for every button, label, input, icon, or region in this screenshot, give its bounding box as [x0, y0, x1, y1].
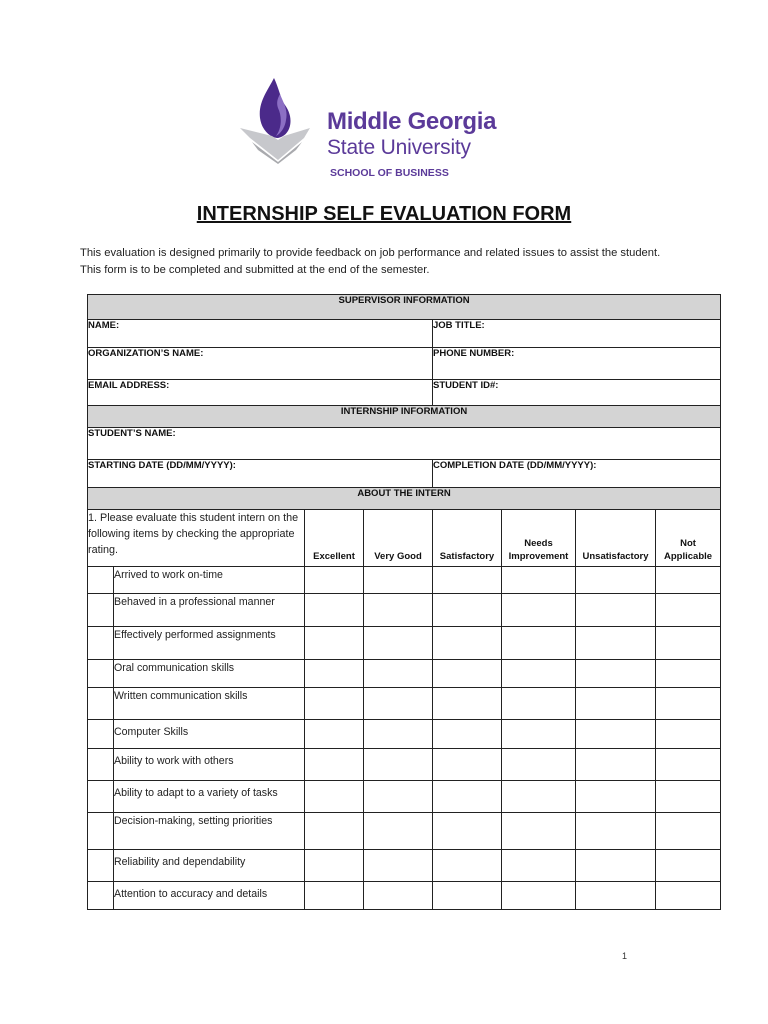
- evaluation-item-label: Effectively performed assignments: [114, 627, 305, 660]
- rating-checkbox-cell[interactable]: [305, 749, 364, 781]
- completion-date-label: COMPLETION DATE (DD/MM/YYYY):: [433, 460, 597, 471]
- rating-checkbox-cell[interactable]: [502, 627, 576, 660]
- rating-checkbox-cell[interactable]: [576, 594, 656, 627]
- intro-line-1: This evaluation is designed primarily to provide feedback on job performance and related issues to assist the student.: [80, 247, 661, 259]
- rating-checkbox-cell[interactable]: [576, 781, 656, 813]
- email-address-field[interactable]: [88, 380, 433, 406]
- rating-checkbox-cell[interactable]: [305, 720, 364, 749]
- evaluation-item-row: [88, 813, 721, 850]
- evaluation-item-label: Behaved in a professional manner: [114, 594, 305, 627]
- rating-checkbox-cell[interactable]: [364, 627, 433, 660]
- evaluation-item-row: [88, 594, 721, 627]
- rating-checkbox-cell[interactable]: [656, 627, 721, 660]
- rating-checkbox-cell[interactable]: [502, 567, 576, 594]
- rating-checkbox-cell[interactable]: [364, 660, 433, 688]
- row-marker-cell: [88, 688, 114, 720]
- rating-checkbox-cell[interactable]: [305, 567, 364, 594]
- row-marker-cell: [88, 813, 114, 850]
- rating-checkbox-cell[interactable]: [433, 749, 502, 781]
- rating-checkbox-cell[interactable]: [576, 660, 656, 688]
- form-title: INTERNSHIP SELF EVALUATION FORM: [196, 203, 572, 225]
- evaluation-item-row: [88, 660, 721, 688]
- rating-checkbox-cell[interactable]: [433, 594, 502, 627]
- university-name-line1: Middle Georgia: [327, 108, 497, 135]
- evaluation-item-label: Decision-making, setting priorities: [114, 813, 305, 850]
- evaluation-item-row: [88, 567, 721, 594]
- rating-checkbox-cell[interactable]: [305, 594, 364, 627]
- evaluation-item-label: Arrived to work on-time: [114, 567, 305, 594]
- intro-line-2: This form is to be completed and submitted at the end of the semester.: [80, 264, 430, 276]
- row-marker-cell: [88, 720, 114, 749]
- rating-column-header: Very Good: [364, 510, 433, 567]
- starting-date-label: STARTING DATE (DD/MM/YYYY):: [88, 460, 236, 471]
- rating-checkbox-cell[interactable]: [433, 627, 502, 660]
- rating-checkbox-cell[interactable]: [502, 688, 576, 720]
- rating-checkbox-cell[interactable]: [364, 688, 433, 720]
- rating-checkbox-cell[interactable]: [656, 850, 721, 882]
- evaluation-form-table: [87, 294, 721, 910]
- rating-checkbox-cell[interactable]: [305, 688, 364, 720]
- rating-checkbox-cell[interactable]: [433, 720, 502, 749]
- internship-section-title: INTERNSHIP INFORMATION: [88, 406, 721, 428]
- row-marker-cell: [88, 882, 114, 910]
- row-marker-cell: [88, 594, 114, 627]
- rating-checkbox-cell[interactable]: [576, 882, 656, 910]
- rating-checkbox-cell[interactable]: [433, 781, 502, 813]
- torch-icon: [238, 76, 318, 166]
- rating-column-header: Satisfactory: [433, 510, 502, 567]
- rating-checkbox-cell[interactable]: [502, 594, 576, 627]
- school-name: SCHOOL OF BUSINESS: [330, 167, 449, 179]
- rating-checkbox-cell[interactable]: [576, 720, 656, 749]
- rating-checkbox-cell[interactable]: [656, 567, 721, 594]
- organization-name-label: ORGANIZATION’S NAME:: [88, 348, 204, 359]
- rating-checkbox-cell[interactable]: [656, 781, 721, 813]
- row-marker-cell: [88, 567, 114, 594]
- row-marker-cell: [88, 781, 114, 813]
- rating-checkbox-cell[interactable]: [433, 567, 502, 594]
- rating-checkbox-cell[interactable]: [364, 567, 433, 594]
- rating-checkbox-cell[interactable]: [305, 850, 364, 882]
- form-intro: [80, 245, 720, 279]
- rating-checkbox-cell[interactable]: [502, 660, 576, 688]
- university-name-line2: State University: [327, 136, 471, 159]
- supervisor-section-header: [88, 295, 721, 320]
- rating-header-row: [88, 510, 721, 567]
- rating-checkbox-cell[interactable]: [433, 850, 502, 882]
- row-marker-cell: [88, 627, 114, 660]
- evaluation-item-row: [88, 850, 721, 882]
- rating-checkbox-cell[interactable]: [502, 720, 576, 749]
- starting-date-field[interactable]: [88, 460, 433, 488]
- job-title-field[interactable]: [433, 320, 721, 348]
- rating-checkbox-cell[interactable]: [305, 781, 364, 813]
- rating-checkbox-cell[interactable]: [364, 882, 433, 910]
- rating-checkbox-cell[interactable]: [502, 882, 576, 910]
- about-intern-section-header: [88, 488, 721, 510]
- rating-checkbox-cell[interactable]: [364, 594, 433, 627]
- evaluation-item-label: Attention to accuracy and details: [114, 882, 305, 910]
- completion-date-field[interactable]: [433, 460, 721, 488]
- supervisor-section-title: SUPERVISOR INFORMATION: [88, 295, 721, 320]
- rating-checkbox-cell[interactable]: [364, 781, 433, 813]
- evaluation-item-row: [88, 749, 721, 781]
- student-id-label: STUDENT ID#:: [433, 380, 499, 391]
- rating-checkbox-cell[interactable]: [364, 813, 433, 850]
- rating-checkbox-cell[interactable]: [656, 688, 721, 720]
- row-marker-cell: [88, 660, 114, 688]
- supervisor-name-label: NAME:: [88, 320, 120, 331]
- rating-checkbox-cell[interactable]: [433, 688, 502, 720]
- rating-column-header: Not Applicable: [656, 510, 721, 567]
- internship-section-header: [88, 406, 721, 428]
- rating-checkbox-cell[interactable]: [502, 749, 576, 781]
- rating-checkbox-cell[interactable]: [305, 882, 364, 910]
- rating-checkbox-cell[interactable]: [576, 813, 656, 850]
- evaluation-item-label: Computer Skills: [114, 720, 305, 749]
- rating-checkbox-cell[interactable]: [502, 781, 576, 813]
- rating-column-header: Needs Improvement: [502, 510, 576, 567]
- rating-checkbox-cell[interactable]: [502, 813, 576, 850]
- rating-checkbox-cell[interactable]: [656, 660, 721, 688]
- email-address-label: EMAIL ADDRESS:: [88, 380, 170, 391]
- rating-checkbox-cell[interactable]: [305, 627, 364, 660]
- phone-number-label: PHONE NUMBER:: [433, 348, 515, 359]
- student-name-label: STUDENT’S NAME:: [88, 428, 176, 439]
- evaluation-item-label: Reliability and dependability: [114, 850, 305, 882]
- student-id-field[interactable]: [433, 380, 721, 406]
- rating-checkbox-cell[interactable]: [433, 660, 502, 688]
- rating-checkbox-cell[interactable]: [364, 720, 433, 749]
- evaluation-item-row: [88, 688, 721, 720]
- rating-checkbox-cell[interactable]: [656, 594, 721, 627]
- university-logo: [238, 76, 528, 186]
- phone-number-field[interactable]: [433, 348, 721, 380]
- evaluation-item-label: Ability to work with others: [114, 749, 305, 781]
- rating-checkbox-cell[interactable]: [576, 850, 656, 882]
- supervisor-name-field[interactable]: [88, 320, 433, 348]
- evaluation-item-row: [88, 882, 721, 910]
- evaluation-item-label: Oral communication skills: [114, 660, 305, 688]
- evaluation-question: 1. Please evaluate this student intern on the following items by checking the appropriate rating.: [88, 510, 305, 567]
- about-intern-section-title: ABOUT THE INTERN: [88, 488, 721, 510]
- rating-checkbox-cell[interactable]: [656, 720, 721, 749]
- rating-checkbox-cell[interactable]: [656, 749, 721, 781]
- evaluation-item-label: Ability to adapt to a variety of tasks: [114, 781, 305, 813]
- organization-name-field[interactable]: [88, 348, 433, 380]
- job-title-label: JOB TITLE:: [433, 320, 485, 331]
- rating-checkbox-cell[interactable]: [364, 749, 433, 781]
- rating-column-header: Unsatisfactory: [576, 510, 656, 567]
- rating-checkbox-cell[interactable]: [576, 749, 656, 781]
- rating-checkbox-cell[interactable]: [433, 813, 502, 850]
- rating-column-header: Excellent: [305, 510, 364, 567]
- evaluation-item-label: Written communication skills: [114, 688, 305, 720]
- student-name-field[interactable]: [88, 428, 721, 460]
- evaluation-item-row: [88, 720, 721, 749]
- row-marker-cell: [88, 749, 114, 781]
- rating-checkbox-cell[interactable]: [656, 882, 721, 910]
- rating-checkbox-cell[interactable]: [576, 627, 656, 660]
- rating-checkbox-cell[interactable]: [433, 882, 502, 910]
- rating-checkbox-cell[interactable]: [576, 567, 656, 594]
- row-marker-cell: [88, 850, 114, 882]
- rating-checkbox-cell[interactable]: [656, 813, 721, 850]
- evaluation-item-row: [88, 627, 721, 660]
- rating-checkbox-cell[interactable]: [502, 850, 576, 882]
- rating-checkbox-cell[interactable]: [576, 688, 656, 720]
- rating-checkbox-cell[interactable]: [364, 850, 433, 882]
- rating-checkbox-cell[interactable]: [305, 660, 364, 688]
- rating-checkbox-cell[interactable]: [305, 813, 364, 850]
- page-number: 1: [622, 951, 628, 961]
- evaluation-item-row: [88, 781, 721, 813]
